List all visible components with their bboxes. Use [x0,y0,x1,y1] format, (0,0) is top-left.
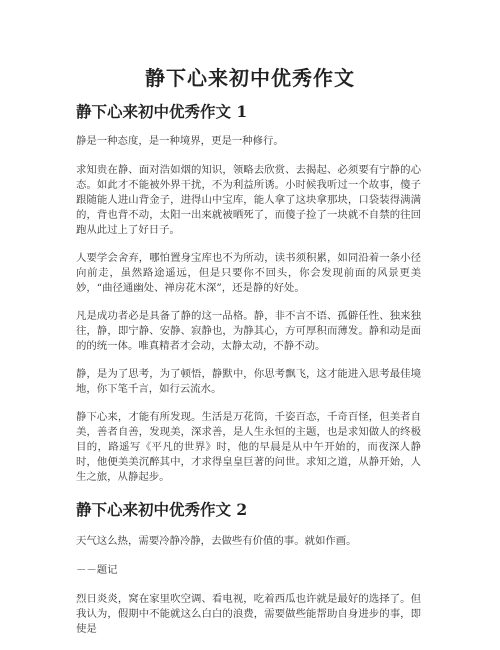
paragraph: 静，是为了思考，为了顿悟，静默中，你思考飘飞，这才能进入思考最佳境地，你下笔千言，如行云流水。 [76,368,421,395]
paragraph: 凡是成功者必是具备了静的这一品格。静，非不言不语、孤僻任性、独来独往，静，即宁静、安静、寂静也，为静其心，方可厚积而薄发。静和动是面的的统一体。唯真精者才会动，太静太动，不静不动。 [76,310,421,352]
paragraph: 求知贵在静、面对浩如烟的知识，领略去欣赏、去揭起、必须要有宁静的心态。如此才不能被外界干扰，不为利益所诱。小时候我听过一个故事，傻子跟随能人进山背金子，进得山中宝库，能人拿了这块拿那块，口袋装得满满的，背也背不动，太阳一出来就被晒死了，而傻子捡了一块就不自禁的往回跑从此过上了好日子。 [76,164,421,236]
section-heading-2: 静下心来初中优秀作文 2 [76,500,248,519]
paragraph: 静下心来，才能有所发现。生活是万花筒，千姿百态，千奇百怪，但美者自美，善者自善，发现美，深求善，是人生永恒的主题，也是求知做人的终极目的，路遥写《平凡的世界》时，他的早晨是从中午开始的，而夜深人静时，他便美美沉醉其中，才求得皇皇巨著的问世。求知之道，从静开始，人生之旅，从静起步。 [76,411,421,483]
document-title: 静下心来初中优秀作文 [145,66,355,90]
paragraph: 静是一种态度，是一种境界，更是一种修行。 [76,135,284,147]
paragraph: －－题记 [76,564,118,576]
document-body [76,100,421,650]
paragraph: 人要学会舍弃，哪怕置身宝库也不为所动，读书须积累，如同沿着一条小径向前走，虽然路途遥远，但是只要你不回头，你会发现前面的风景更美妙，“曲径通幽处、禅房花木深”，还是静的好处。 [76,252,421,294]
paragraph: 天气这么热，需要冷静冷静，去做些有价值的事。就如作画。 [76,535,357,547]
paragraph: 烈日炎炎，窝在家里吹空调、看电视，吃着西瓜也许就是最好的选择了。但我认为，假期中不能就这么白白的浪费，需要做些能帮助自身进步的事，即使是 [76,593,421,635]
section-heading-1: 静下心来初中优秀作文 1 [76,102,248,121]
